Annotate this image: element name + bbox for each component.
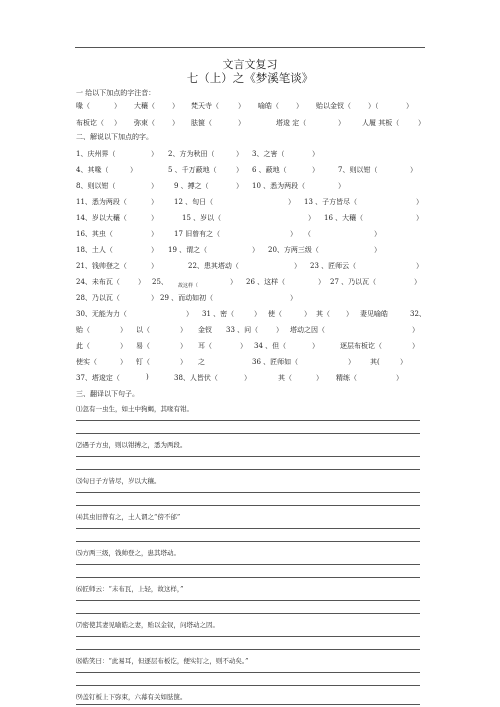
define-item-text: 16 、大穰（ — [324, 214, 364, 222]
define-item-text: ） — [240, 342, 247, 350]
define-item-text: 22、患其塔动（ — [188, 262, 239, 270]
define-item-text: 3、之害（ — [252, 150, 285, 158]
define-item-text: ） — [236, 166, 243, 174]
define-item-text: 贻（ — [76, 326, 90, 334]
define-item-text: 4、其喙（ — [76, 166, 109, 174]
define-item-text: ） — [151, 230, 158, 238]
pinyin-item-text: ） — [238, 119, 245, 127]
define-item-text: 31 、密（ — [202, 310, 235, 318]
page-subtitle: 七（上）之《梦溪笔谈》 — [186, 71, 314, 85]
define-item-text: ） — [348, 358, 355, 366]
define-item-text: ） — [312, 166, 319, 174]
define-item-text: 妻见喻皓 — [360, 310, 388, 318]
define-item-text: ） — [416, 262, 423, 270]
define-item-text: ） — [120, 342, 127, 350]
define-item-text: ） — [374, 230, 381, 238]
define-item-text: 37、塔逡定（ — [76, 374, 120, 382]
define-item-text: ） — [151, 246, 158, 254]
translate-question: ⑵遇子方虫，则以钳搏之，悉为两段。 — [76, 441, 187, 449]
define-item-text: ） — [130, 166, 137, 174]
define-item-text: 1、庆州界（ — [76, 150, 116, 158]
section1-heading: 一 给以下加点的字注音： — [76, 89, 156, 97]
define-item-text: 14、岁以大穰（ — [76, 214, 127, 222]
top-rule — [75, 47, 425, 48]
define-item-text: ） — [304, 310, 311, 318]
translate-question: ⑸方两三级，钱帅登之，患其塔动。 — [76, 549, 180, 557]
pinyin-item-text: ）（ — [368, 102, 379, 110]
define-item-text: ） — [414, 278, 421, 286]
pinyin-item-text: 塔逡 定（ — [276, 119, 307, 127]
define-item-text: 逐层布板讫（ — [340, 342, 382, 350]
define-item-text: ） — [236, 182, 243, 190]
answer-line[interactable] — [76, 528, 420, 529]
answer-line[interactable] — [76, 433, 420, 434]
define-item-text: 28、乃以瓦（ — [76, 294, 120, 302]
translate-question: ⑺密使其妻见喻皓之妻，贻以金钗，问塔动之因。 — [76, 621, 219, 629]
define-item-text: 精练（ — [336, 374, 357, 382]
define-item-text: 24、未布瓦（ — [76, 278, 120, 286]
answer-line[interactable] — [76, 469, 420, 470]
define-item-text: ） — [186, 310, 193, 318]
define-item-text: 5 、千万蔽地（ — [168, 166, 217, 174]
define-item-text: ） — [290, 230, 297, 238]
define-item-text: 18、土人（ — [76, 246, 113, 254]
pinyin-item-text: ） — [114, 102, 121, 110]
translate-question: ⑴忽有一虫生，如土中狗蝎，其喙有钳。 — [76, 405, 193, 413]
define-item-text: 30、无能为力（ — [76, 310, 127, 318]
define-item-text: 9 、搏之（ — [174, 182, 209, 190]
answer-line[interactable] — [76, 420, 420, 421]
answer-line[interactable] — [76, 492, 420, 493]
define-item-text: 其( — [370, 358, 380, 366]
define-item-text: ） — [346, 310, 353, 318]
define-item-text: 之 — [198, 358, 205, 366]
define-item-text: ） — [412, 326, 419, 334]
define-item-text: 8、则以钳（ — [76, 182, 116, 190]
define-item-text: ） — [180, 342, 187, 350]
answer-line[interactable] — [76, 505, 420, 506]
pinyin-item-text: 弥束（ — [134, 119, 155, 127]
define-item-text: ） — [244, 374, 251, 382]
define-item-text: ） — [400, 358, 407, 366]
define-item-text: 26 、这样（ — [246, 278, 286, 286]
pinyin-item-text: ） — [406, 102, 413, 110]
answer-line[interactable] — [76, 564, 420, 565]
page-title: 文言文复习 — [222, 58, 278, 71]
pinyin-item-text: ） — [114, 119, 121, 127]
define-item-text: 10 、悉为两段（ — [252, 182, 306, 190]
pinyin-item-text: 人履 其板（ — [362, 119, 400, 127]
define-item-text: 33 、问（ — [226, 326, 259, 334]
define-item-text: ） — [374, 246, 381, 254]
define-item-text: ) — [146, 373, 149, 381]
define-item-text: ） — [151, 198, 158, 206]
define-item-text: ） — [252, 246, 259, 254]
define-item-text: 易（ — [136, 342, 150, 350]
define-item-text: ） — [290, 294, 297, 302]
define-item-text: ） — [151, 294, 158, 302]
answer-line[interactable] — [76, 456, 420, 457]
small-note-text: 故这样（ — [178, 283, 199, 289]
translate-question: ⑹匠师云：“未布瓦，上轻，故这样，” — [76, 585, 184, 593]
define-item-text: 其（ — [316, 310, 330, 318]
answer-line[interactable] — [76, 649, 420, 650]
define-item-text: ） — [138, 278, 145, 286]
define-item-text: 25、 — [152, 278, 168, 286]
answer-line[interactable] — [76, 672, 420, 673]
define-item-text: 23 、匠师云（ — [310, 262, 357, 270]
define-item-text: 19 、谓之（ — [168, 246, 208, 254]
define-item-text: （ — [304, 230, 311, 238]
pinyin-item-text: 布板讫（ — [76, 119, 104, 127]
define-item-text: 钉（ — [136, 358, 150, 366]
answer-line[interactable] — [76, 613, 420, 614]
pinyin-item-text: ） — [338, 119, 345, 127]
define-item-text: 15 、岁以（ — [182, 214, 222, 222]
define-item-text: 11、悉为两段（ — [76, 198, 127, 206]
define-item-text: ） — [151, 150, 158, 158]
answer-line[interactable] — [76, 636, 420, 637]
define-item-text: 32、 — [410, 310, 426, 318]
define-item-text: 12 、旬日（ — [174, 198, 214, 206]
pinyin-item-text: ） — [172, 119, 179, 127]
define-item-text: 使（ — [268, 310, 282, 318]
define-item-text: 38、人皆伏（ — [174, 374, 218, 382]
translate-question: ⑼盖钉板上下弥束，六幕有关如胠箧。 — [76, 693, 187, 701]
define-item-text: 此（ — [76, 342, 90, 350]
define-item-text: 36 、匠师如（ — [252, 358, 299, 366]
pinyin-item-text: 梵天寺（ — [191, 102, 219, 110]
define-item-text: ） — [120, 326, 127, 334]
translate-question: ⑻皓笑曰：“此易耳，但逐层布板讫，便实钉之，则不动矣。” — [76, 657, 249, 665]
define-item-text: ） — [180, 358, 187, 366]
define-item-text: ） — [416, 214, 423, 222]
define-item-text: 耳（ — [198, 342, 212, 350]
pinyin-item-text: ） — [238, 102, 245, 110]
define-item-text: ） — [120, 358, 127, 366]
define-item-text: 7、则以钳（ — [338, 166, 378, 174]
define-item-text: ） — [236, 150, 243, 158]
answer-line[interactable] — [76, 541, 420, 542]
define-item-text: ） — [396, 374, 403, 382]
define-item-text: ） — [288, 198, 295, 206]
define-item-text: ） — [151, 182, 158, 190]
define-item-text: ） — [276, 326, 283, 334]
define-item-text: ） — [410, 166, 417, 174]
define-item-text: ） — [308, 214, 315, 222]
pinyin-item-text: 胠箧（ — [191, 119, 212, 127]
answer-line[interactable] — [76, 600, 420, 601]
translate-question: ⑷其虫旧曾有之，土人谓之“傍不邰” — [76, 513, 181, 521]
define-item-text: 金钗 — [198, 326, 212, 334]
pinyin-item-text: ） — [296, 102, 303, 110]
pinyin-item-text: ） — [418, 119, 425, 127]
pinyin-item-text: 贻以金钗（ — [316, 102, 351, 110]
define-item-text: ） — [151, 214, 158, 222]
pinyin-item-text: ） — [172, 102, 179, 110]
define-item-text: 以（ — [136, 326, 150, 334]
define-item-text: 29 、而动如初（ — [160, 294, 214, 302]
answer-line[interactable] — [76, 685, 420, 686]
define-item-text: 使实（ — [76, 358, 97, 366]
define-item-text: ） — [180, 326, 187, 334]
answer-line[interactable] — [76, 704, 420, 705]
section2-heading: 二、解说以下加点的字。 — [76, 133, 153, 141]
define-item-text: 34 、但（ — [254, 342, 287, 350]
define-item-text: ） — [416, 198, 423, 206]
define-item-text: ） — [254, 310, 261, 318]
define-item-text: ） — [312, 150, 319, 158]
define-item-text: ） — [316, 374, 323, 382]
translate-question: ⑶旬日子方皆尽，岁以大穰。 — [76, 477, 161, 485]
define-item-text: ） — [318, 278, 325, 286]
define-item-text: 2、方为秋田（ — [168, 150, 215, 158]
define-item-text: ） — [230, 278, 237, 286]
define-item-text: 27 、乃以瓦（ — [330, 278, 377, 286]
pinyin-item-text: 喻皓（ — [258, 102, 279, 110]
define-item-text: 6 、蔽地（ — [252, 166, 287, 174]
define-item-text: ） — [338, 182, 345, 190]
define-item-text: ） — [412, 342, 419, 350]
define-item-text: 16、其虫（ — [76, 230, 113, 238]
define-item-text: 20、方两三级（ — [268, 246, 319, 254]
define-item-text: ） — [312, 342, 319, 350]
define-item-text: ） — [151, 262, 158, 270]
pinyin-item-text: 喙（ — [76, 102, 90, 110]
define-item-text: ） — [294, 262, 301, 270]
define-item-text: 21、钱帅登之（ — [76, 262, 127, 270]
define-item-text: 17 旧曾有之（ — [174, 230, 221, 238]
answer-line[interactable] — [76, 577, 420, 578]
define-item-text: 其（ — [278, 374, 292, 382]
define-item-text: 13 、子方皆尽（ — [304, 198, 358, 206]
section3-heading: 三、翻译以下句子。 — [76, 390, 139, 398]
pinyin-item-text: 大穰（ — [134, 102, 155, 110]
define-item-text: 塔动之因（ — [290, 326, 325, 334]
